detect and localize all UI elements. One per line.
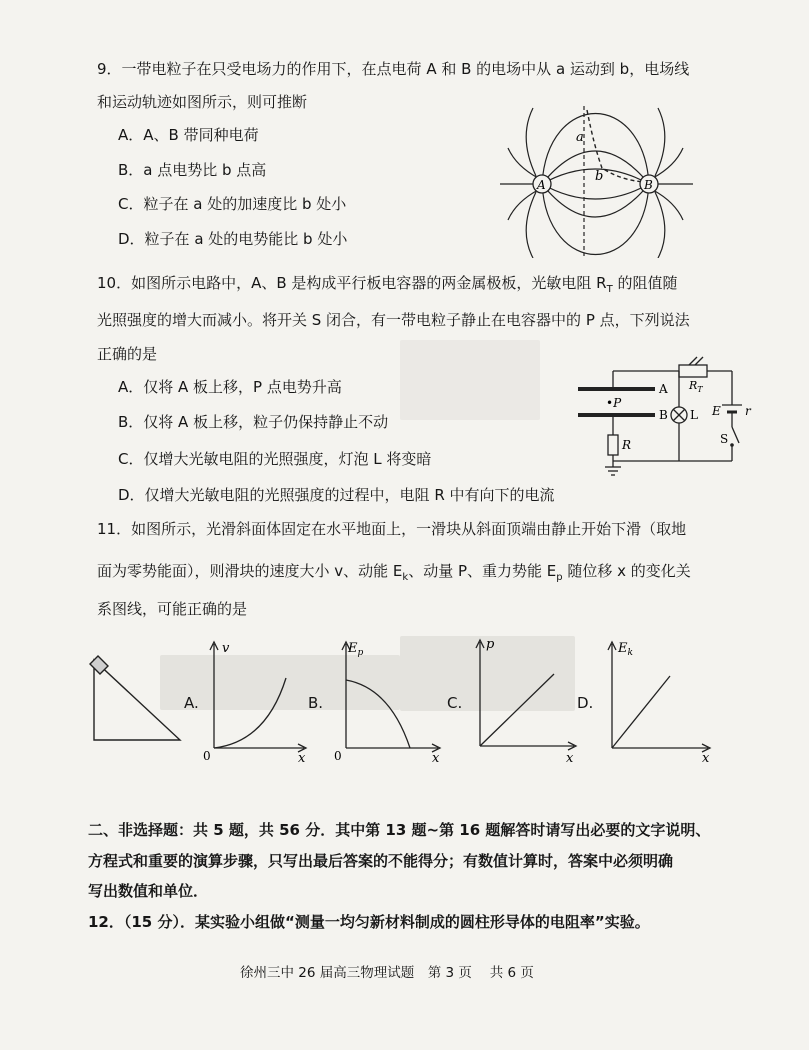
q10-option-a: A．仅将 A 板上移，P 点电势升高: [118, 378, 342, 396]
emf-e-label: E: [712, 404, 721, 418]
q9-option-a: A．A、B 带同种电荷: [118, 126, 259, 144]
svg-text:0: 0: [203, 749, 211, 763]
section2-line3: 写出数值和单位．: [88, 882, 209, 900]
q9-option-d: D．粒子在 a 处的电势能比 b 处小: [118, 230, 348, 248]
section2-line2: 方程式和重要的演算步骤，只写出最后答案的不能得分；有数值计算时，答案中必须明确: [88, 852, 674, 870]
graph-c-label: C.: [447, 694, 463, 712]
q9-stem-line2: 和运动轨迹如图所示，则可推断: [97, 93, 308, 111]
q10-stem-line2: 光照强度的增大而减小。将开关 S 闭合，有一带电粒子静止在电容器中的 P 点，下列说法: [97, 311, 690, 329]
q10-stem-line1: [97, 273, 678, 300]
plate-a-label: A: [659, 382, 668, 396]
svg-text:0: 0: [334, 749, 342, 763]
svg-text:x: x: [566, 751, 574, 766]
page-footer: 徐州三中 26 届高三物理试题 第 3 页 共 6 页: [240, 965, 534, 981]
q11-stem-line2: 面为零势能面），则滑块的速度大小 v、动能 $E_k$、动量 P、重力势能 $E_p$ 随位移 x 的变化关: [97, 562, 691, 583]
point-p-label: •P: [606, 396, 622, 410]
graph-a-v-x: [200, 636, 312, 766]
switch-s-label: S: [720, 432, 729, 446]
lamp-l-label: L: [690, 408, 698, 422]
q9-field-line-figure: [498, 98, 698, 258]
charge-b-label: B: [644, 178, 653, 192]
q10-stem-line3: 正确的是: [97, 345, 158, 363]
q9-stem-line1: 9．一带电粒子在只受电场力的作用下，在点电荷 A 和 B 的电场中从 a 运动到 b，电场线: [97, 60, 690, 78]
graph-a-label: A.: [184, 694, 199, 712]
svg-text:x: x: [298, 751, 306, 766]
graph-c-p-x: [464, 634, 582, 766]
svg-text:p: p: [486, 637, 495, 652]
q10-option-b: B．仅将 A 板上移，粒子仍保持静止不动: [118, 413, 389, 431]
q10-option-d: D．仅增大光敏电阻的光照强度的过程中，电阻 R 中有向下的电流: [118, 486, 555, 504]
q10-stem-text-end: 的阻值随: [612, 274, 678, 292]
graph-b-label: B.: [308, 694, 324, 712]
point-a-label: a: [576, 130, 584, 145]
q11-stem-line3: 系图线，可能正确的是: [97, 600, 248, 618]
q9-option-c: C．粒子在 a 处的加速度比 b 处小: [118, 195, 347, 213]
point-b-label: b: [595, 169, 604, 184]
section2-line1: 二、非选择题：共 5 题，共 56 分．其中第 13 题~第 16 题解答时请写出必要的文字说明、: [88, 821, 711, 839]
resistor-r-label: R: [622, 438, 632, 452]
svg-text:Ek: $E_k$: [618, 641, 633, 658]
photoresistor-label: $R_T$: [689, 379, 703, 394]
q10-stem-subscript: T: [606, 284, 613, 295]
q9-option-b: B．a 点电势比 b 点高: [118, 161, 267, 179]
q11-stem-line1: 11．如图所示，光滑斜面体固定在水平地面上，一滑块从斜面顶端由静止开始下滑（取地: [97, 520, 687, 538]
svg-text:v: v: [222, 641, 230, 656]
svg-text:Ep: $E_p$: [348, 641, 364, 658]
q10-circuit-figure: [570, 355, 760, 480]
svg-text:x: x: [432, 751, 440, 766]
svg-text:x: x: [702, 751, 710, 766]
graph-b-ep-x: [328, 636, 446, 766]
scan-smudge: [400, 340, 540, 420]
internal-r-label: r: [745, 404, 751, 418]
graph-d-ek-x: [598, 636, 716, 766]
q12-stem: 12．（15 分）．某实验小组做“测量一均匀新材料制成的圆柱形导体的电阻率”实验。: [88, 913, 650, 931]
q10-stem-text: 10．如图所示电路中，A、B 是构成平行板电容器的两金属极板，光敏电阻 R: [97, 274, 607, 292]
q11-incline-figure: [88, 650, 188, 745]
q10-option-c: C．仅增大光敏电阻的光照强度，灯泡 L 将变暗: [118, 450, 432, 468]
plate-b-label: B: [659, 408, 668, 422]
charge-a-label: A: [537, 178, 546, 192]
graph-d-label: D.: [577, 694, 594, 712]
